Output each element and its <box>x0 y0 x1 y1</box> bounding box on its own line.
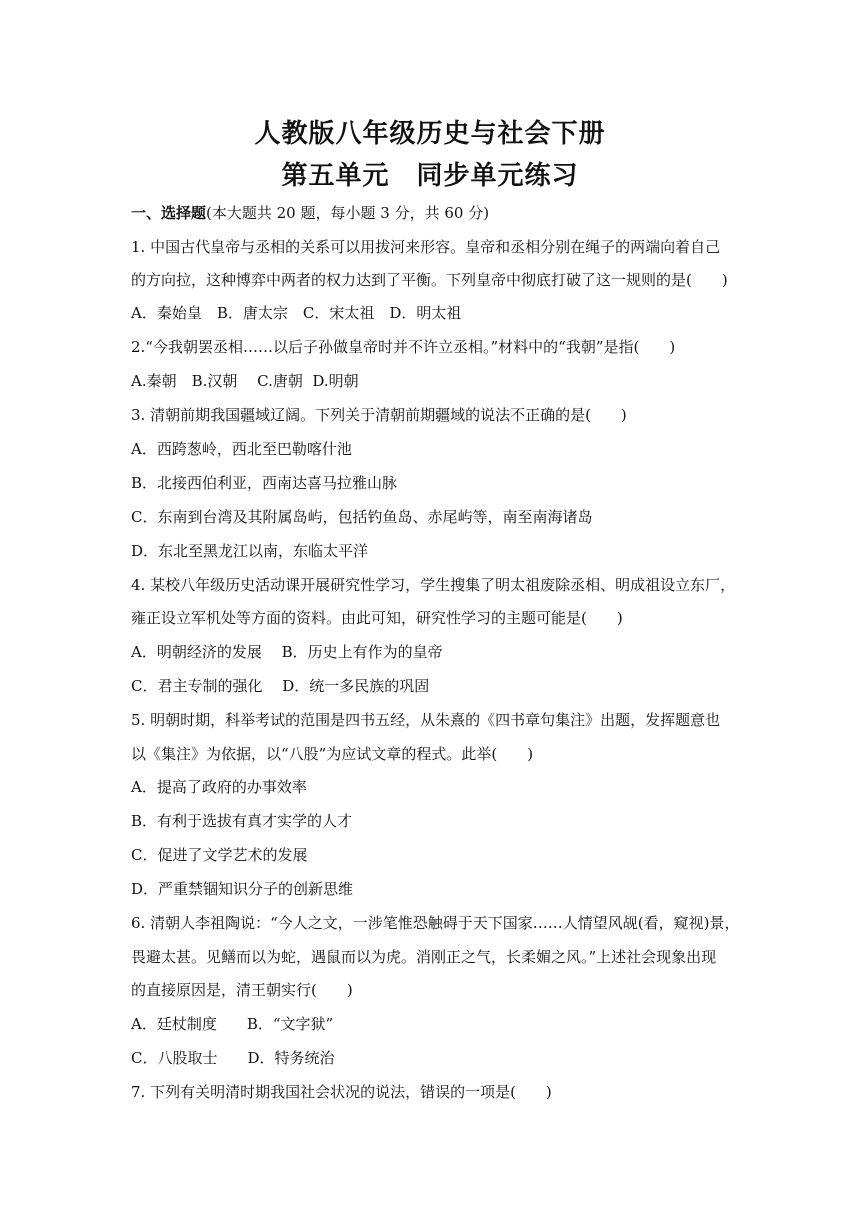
section-note: (本大题共 20 题，每小题 3 分，共 60 分) <box>206 204 490 222</box>
option-line: D．东北至黑龙江以南，东临太平洋 <box>131 542 369 560</box>
question-line: 5. 明朝时期，科举考试的范围是四书五经，从朱熹的《四书章句集注》出题，发挥题意也 <box>131 711 721 729</box>
document-title: 人教版八年级历史与社会下册 <box>254 119 606 149</box>
question-line: 雍正设立军机处等方面的资料。由此可知，研究性学习的主题可能是( ) <box>131 609 623 627</box>
option-line: C．八股取士 D．特务统治 <box>131 1049 335 1067</box>
option-line: B．有利于选拔有真才实学的人才 <box>131 812 353 830</box>
option-line: B．北接西伯利亚，西南达喜马拉雅山脉 <box>131 474 398 492</box>
option-line: A．西跨葱岭，西北至巴勒喀什池 <box>131 440 352 458</box>
option-line: C．东南到台湾及其附属岛屿，包括钓鱼岛、赤尾屿等，南至南海诸岛 <box>131 508 593 526</box>
option-line: A．廷杖制度 B．“文字狱” <box>131 1015 334 1033</box>
question-line: 4. 某校八年级历史活动课开展研究性学习，学生搜集了明太祖废除丞相、明成祖设立东厂， <box>131 576 736 594</box>
section-heading <box>131 203 489 223</box>
section-label: 一、选择题 <box>131 204 207 222</box>
question-line: 的方向拉，这种博弈中两者的权力达到了平衡。下列皇帝中彻底打破了这一规则的是( ) <box>131 271 728 289</box>
option-line: A．明朝经济的发展 B．历史上有作为的皇帝 <box>131 643 443 661</box>
question-line: 3. 清朝前期我国疆域辽阔。下列关于清朝前期疆域的说法不正确的是( ) <box>131 406 627 424</box>
option-line: C．促进了文学艺术的发展 <box>131 846 308 864</box>
option-line: C．君主专制的强化 D．统一多民族的巩固 <box>131 677 430 695</box>
question-line: 6. 清朝人李祖陶说：“今人之文，一涉笔惟恐触碍于天下国家……人情望风觇(看，窥视)景， <box>131 914 740 932</box>
option-line: A．提高了政府的办事效率 <box>131 778 307 796</box>
option-line: A.秦朝 B.汉朝 C.唐朝 D.明朝 <box>131 372 359 390</box>
question-line: 以《集注》为依据，以“八股”为应试文章的程式。此举( ) <box>131 745 534 763</box>
question-line: 2.“今我朝罢丞相……以后子孙做皇帝时并不许立丞相。”材料中的“我朝”是指( ) <box>131 338 676 356</box>
question-line: 畏避太甚。见鳝而以为蛇，遇鼠而以为虎。消刚正之气，长柔媚之风。”上述社会现象出现 <box>131 948 717 966</box>
document-subtitle: 第五单元 同步单元练习 <box>281 161 579 191</box>
question-line: 1. 中国古代皇帝与丞相的关系可以用拔河来形容。皇帝和丞相分别在绳子的两端向着自己 <box>131 238 721 256</box>
option-line: A．秦始皇 B．唐太宗 C．宋太祖 D．明太祖 <box>131 304 462 322</box>
option-line: D．严重禁锢知识分子的创新思维 <box>131 880 354 898</box>
question-line: 7. 下列有关明清时期我国社会状况的说法，错误的一项是( ) <box>131 1083 552 1101</box>
question-line: 的直接原因是，清王朝实行( ) <box>131 981 353 999</box>
